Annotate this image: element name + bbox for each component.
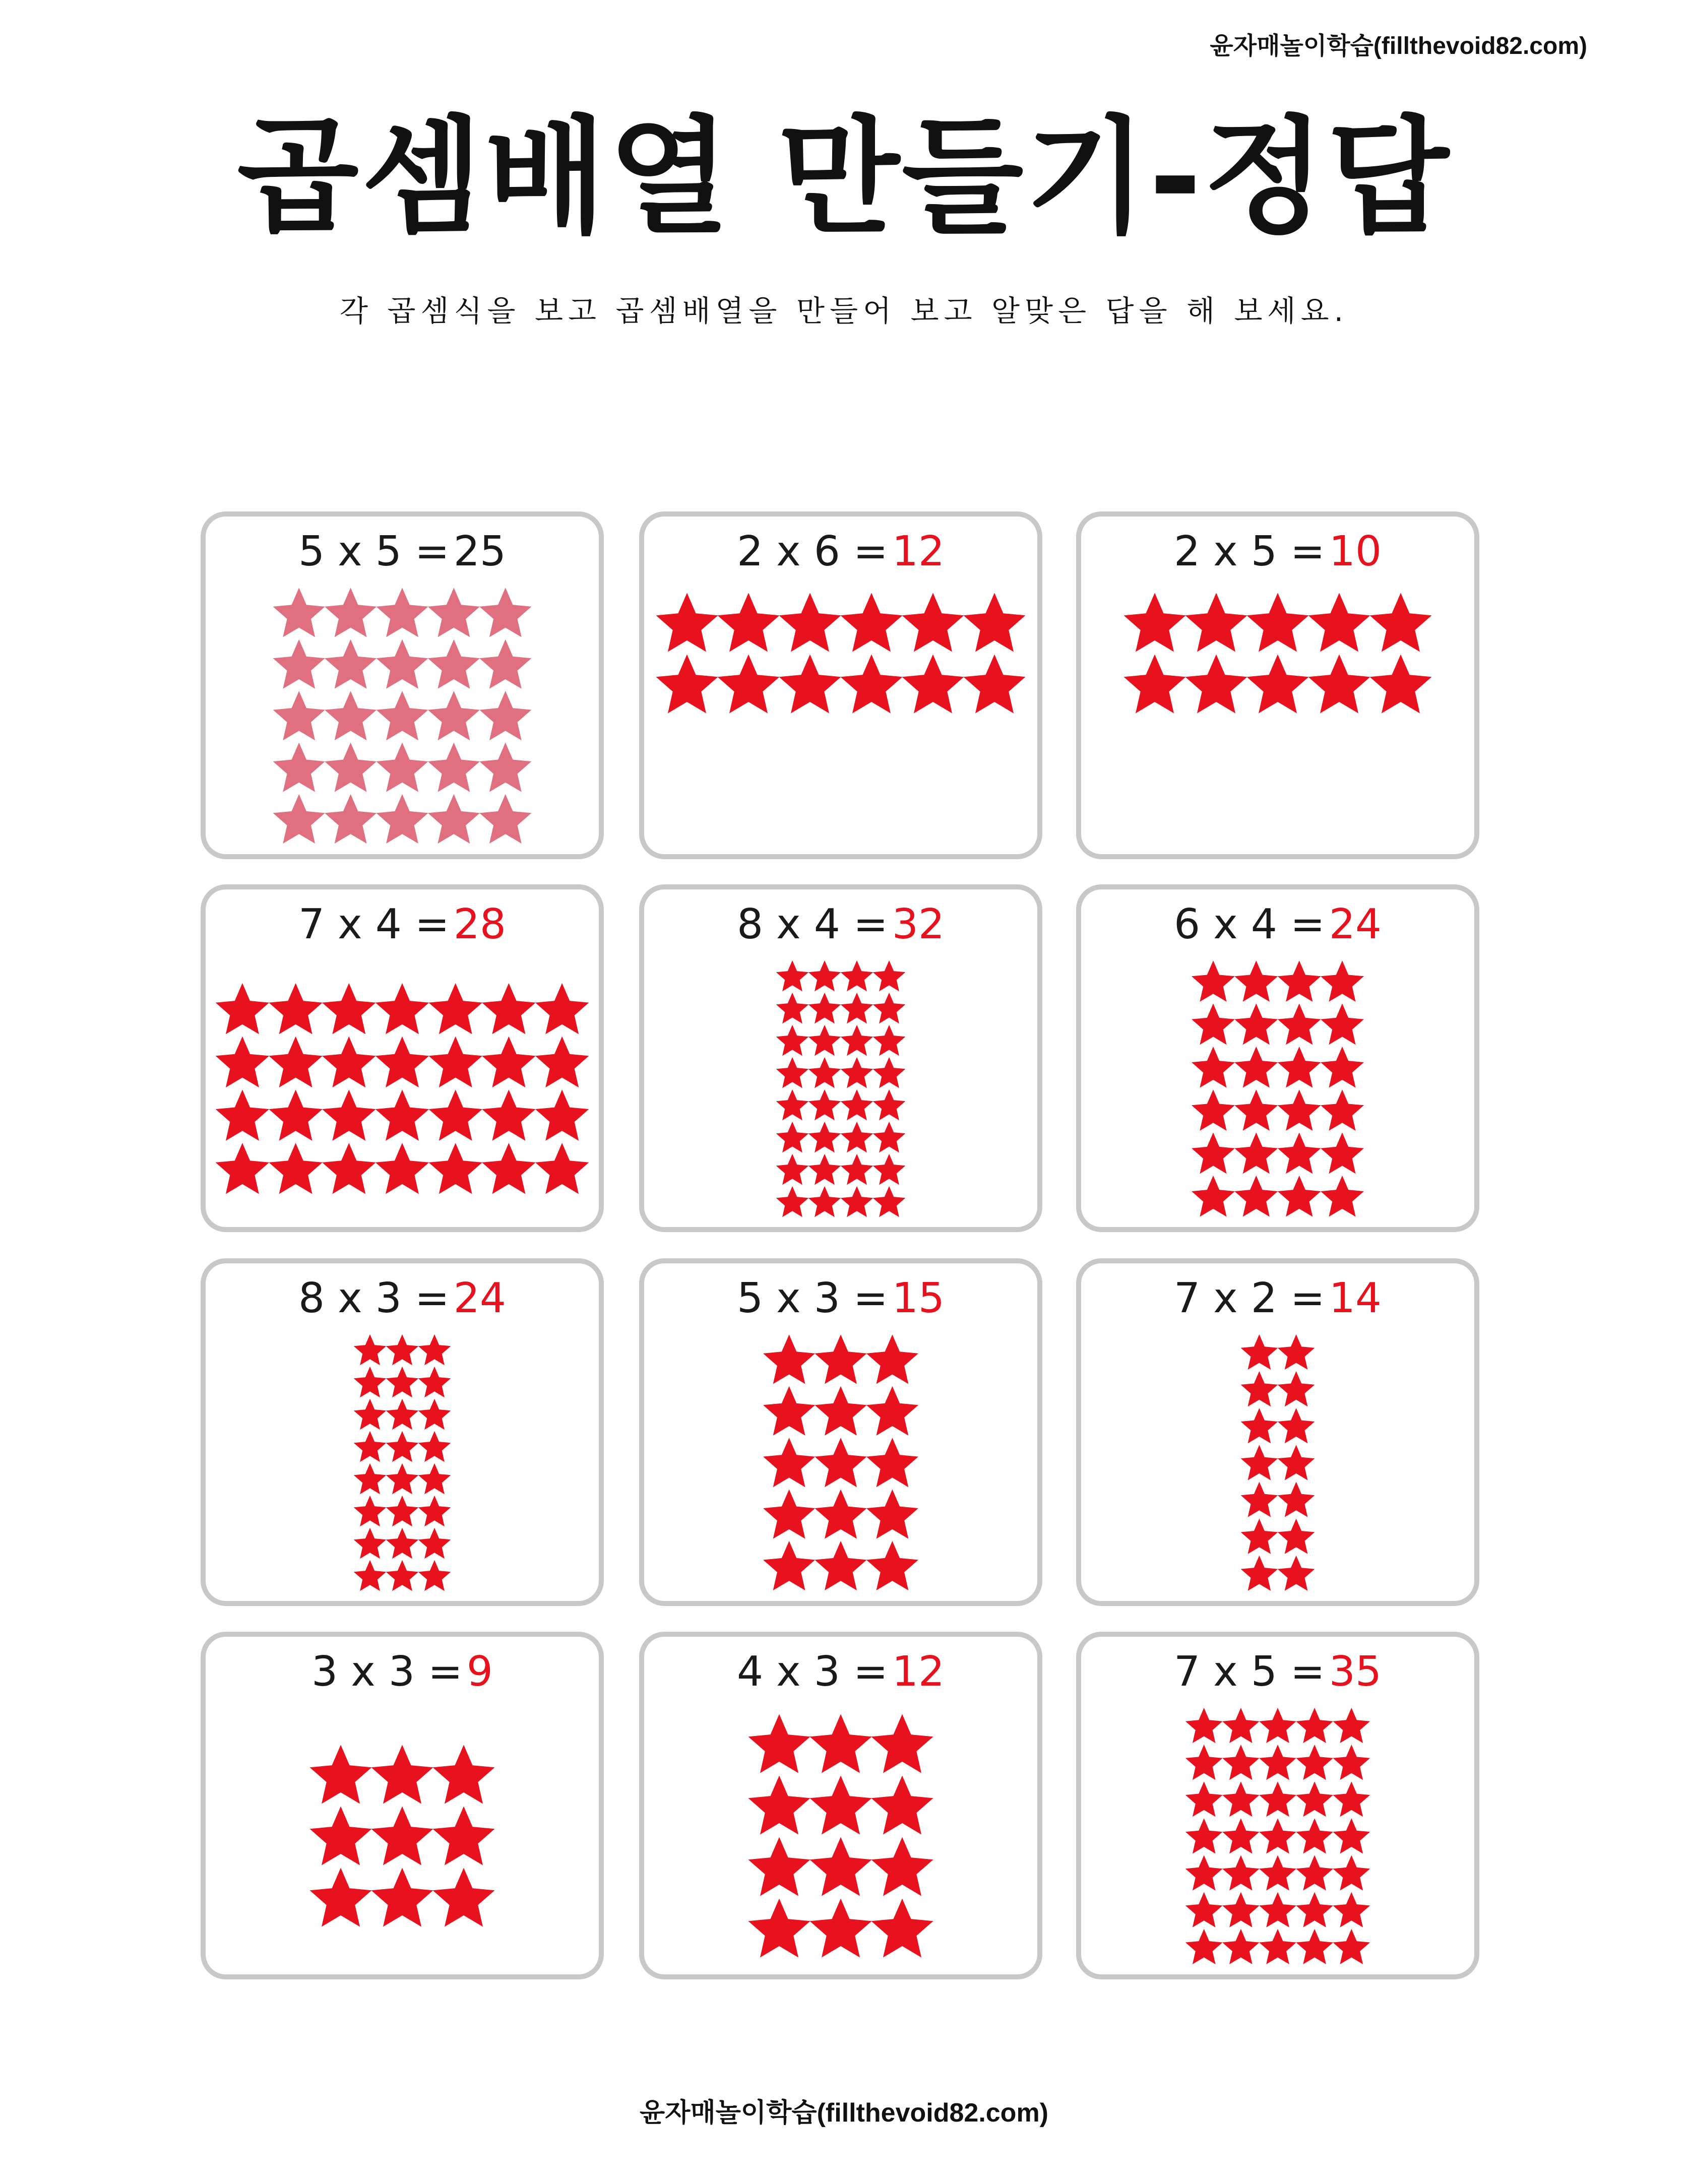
star [1234, 1047, 1278, 1088]
star [841, 1122, 873, 1152]
star [1241, 1408, 1278, 1443]
star [269, 1037, 323, 1087]
star [1278, 1482, 1315, 1517]
star [1296, 1745, 1333, 1780]
equation-expression: 4 x 3 = [736, 1648, 888, 1696]
star [873, 993, 906, 1023]
equation-answer: 14 [1329, 1274, 1382, 1322]
star-array [1081, 889, 1474, 1227]
star [428, 1037, 482, 1087]
multiplication-card [639, 884, 1042, 1232]
star [808, 960, 841, 991]
star [1308, 593, 1370, 652]
star [1333, 1892, 1370, 1928]
star [1259, 1855, 1296, 1891]
star [776, 1154, 809, 1185]
equation-expression: 7 x 5 = [1173, 1648, 1325, 1696]
star [428, 1089, 482, 1140]
star [1241, 1556, 1278, 1591]
star [873, 1089, 906, 1120]
star [1185, 593, 1247, 652]
star [418, 1496, 451, 1526]
star [325, 794, 377, 844]
star [871, 1837, 933, 1896]
star [810, 1837, 872, 1896]
star [1192, 1132, 1235, 1174]
star [1308, 655, 1370, 714]
star [1333, 1855, 1370, 1891]
star [386, 1528, 419, 1559]
star [1192, 1089, 1235, 1131]
star [841, 655, 903, 714]
star [873, 1154, 906, 1185]
star [1124, 593, 1186, 652]
star [1259, 1929, 1296, 1964]
star [322, 1037, 376, 1087]
equation-expression: 5 x 5 = [298, 528, 450, 575]
star [1278, 1519, 1315, 1554]
star [1124, 655, 1186, 714]
instruction-text: 각 곱셈식을 보고 곱셈배열을 만들어 보고 알맞은 답을 해 보세요. [339, 294, 1349, 328]
star [1185, 1892, 1223, 1928]
star [656, 655, 718, 714]
star [354, 1399, 387, 1430]
star [810, 1899, 872, 1958]
star [322, 1143, 376, 1194]
star [1321, 1089, 1364, 1131]
star [866, 1334, 918, 1384]
equation-expression: 5 x 3 = [736, 1274, 888, 1322]
star [325, 743, 377, 792]
star [841, 1025, 873, 1056]
star [1241, 1334, 1278, 1370]
star [1222, 1745, 1260, 1780]
star [428, 639, 480, 689]
equation-expression: 8 x 4 = [736, 901, 888, 948]
star [1185, 1855, 1223, 1891]
star [535, 1089, 589, 1140]
star [1234, 1003, 1278, 1045]
star [1296, 1708, 1333, 1743]
star [808, 1057, 841, 1088]
star [1222, 1818, 1260, 1853]
star [873, 1186, 906, 1217]
star [808, 1154, 841, 1185]
star [428, 588, 480, 637]
star-array [1081, 1637, 1474, 1974]
star [376, 1037, 429, 1087]
star [418, 1431, 451, 1462]
footer-credit: 윤자매놀이학습(fillthevoid82.com) [639, 2098, 1049, 2128]
star [1192, 1047, 1235, 1088]
multiplication-card [201, 511, 604, 859]
star [354, 1560, 387, 1591]
star [376, 691, 428, 740]
equation-expression: 3 x 3 = [311, 1648, 463, 1696]
star [763, 1541, 815, 1590]
star [776, 960, 809, 991]
star [479, 794, 531, 844]
equation-expression: 8 x 3 = [298, 1274, 450, 1322]
star [1333, 1781, 1370, 1817]
star [841, 593, 903, 652]
star [1185, 1708, 1223, 1743]
star [428, 794, 480, 844]
star [354, 1367, 387, 1397]
star [354, 1496, 387, 1526]
star [482, 1037, 536, 1087]
star [273, 691, 325, 740]
star-array [206, 1637, 599, 1974]
star [386, 1367, 419, 1397]
equation-answer: 24 [453, 1274, 507, 1322]
star [269, 1089, 323, 1140]
star [386, 1463, 419, 1494]
star [873, 960, 906, 991]
star [354, 1334, 387, 1365]
star [808, 1122, 841, 1152]
star-array [1081, 517, 1474, 854]
star [1241, 1519, 1278, 1554]
star [841, 993, 873, 1023]
star [322, 983, 376, 1034]
star [1278, 1132, 1321, 1174]
star [371, 1807, 433, 1866]
star [808, 1089, 841, 1120]
star [376, 588, 428, 637]
star [1259, 1745, 1296, 1780]
star [1234, 1089, 1278, 1131]
star [376, 639, 428, 689]
star [871, 1776, 933, 1835]
star [1278, 1089, 1321, 1131]
star [325, 639, 377, 689]
star [310, 1868, 372, 1927]
equation-expression: 6 x 4 = [1173, 901, 1325, 948]
star [1222, 1892, 1260, 1928]
star [748, 1837, 810, 1896]
star [1192, 1176, 1235, 1217]
star [354, 1528, 387, 1559]
star [1222, 1855, 1260, 1891]
star [776, 1089, 809, 1120]
star [216, 1037, 269, 1087]
star [776, 993, 809, 1023]
star [482, 983, 536, 1034]
star [1321, 1047, 1364, 1088]
equation-answer: 15 [892, 1274, 945, 1322]
star [763, 1438, 815, 1487]
star [535, 1037, 589, 1087]
equation-answer: 28 [453, 901, 507, 948]
star [656, 593, 718, 652]
star [216, 1143, 269, 1194]
star [866, 1541, 918, 1590]
equation-expression: 2 x 5 = [1173, 528, 1325, 575]
star [479, 588, 531, 637]
star [866, 1386, 918, 1436]
multiplication-card [1076, 1632, 1479, 1979]
equation-answer: 32 [892, 901, 945, 948]
star [1185, 1929, 1223, 1964]
star [748, 1899, 810, 1958]
star [376, 983, 429, 1034]
star [479, 743, 531, 792]
star [902, 655, 964, 714]
star [386, 1334, 419, 1365]
star [810, 1776, 872, 1835]
star [841, 1057, 873, 1088]
star-array [206, 517, 599, 854]
star [866, 1438, 918, 1487]
star [964, 593, 1026, 652]
equation-expression: 2 x 6 = [736, 528, 888, 575]
star [1278, 1334, 1315, 1370]
star [1321, 1132, 1364, 1174]
star [535, 983, 589, 1034]
star [815, 1334, 866, 1384]
site-watermark: 윤자매놀이학습(fillthevoid82.com) [1210, 33, 1587, 59]
star [1333, 1929, 1370, 1964]
star [1296, 1818, 1333, 1853]
star [902, 593, 964, 652]
star [1222, 1708, 1260, 1743]
star [482, 1143, 536, 1194]
star [1278, 1003, 1321, 1045]
star [273, 639, 325, 689]
star [763, 1334, 815, 1384]
star [1192, 960, 1235, 1002]
star [866, 1490, 918, 1539]
star [1234, 960, 1278, 1002]
star [269, 983, 323, 1034]
star [216, 1089, 269, 1140]
page-title: 곱셈배열 만들기-정답 [237, 104, 1451, 250]
star [815, 1386, 866, 1436]
star [1259, 1892, 1296, 1928]
star [841, 960, 873, 991]
star [763, 1386, 815, 1436]
star [1278, 1176, 1321, 1217]
multiplication-card [201, 884, 604, 1232]
equation-answer: 12 [892, 528, 945, 575]
star [808, 993, 841, 1023]
star [815, 1438, 866, 1487]
equation-expression: 7 x 2 = [1173, 1274, 1325, 1322]
star [810, 1714, 872, 1773]
star [1259, 1781, 1296, 1817]
multiplication-card [639, 1632, 1042, 1979]
star [1185, 1781, 1223, 1817]
star [1247, 655, 1309, 714]
star [371, 1745, 433, 1804]
star [428, 983, 482, 1034]
star [1278, 1371, 1315, 1406]
star [376, 743, 428, 792]
star [718, 593, 780, 652]
multiplication-card [1076, 884, 1479, 1232]
star [776, 1025, 809, 1056]
star [873, 1122, 906, 1152]
star-array [206, 889, 599, 1227]
star [1278, 1047, 1321, 1088]
star [1278, 1556, 1315, 1591]
multiplication-card [639, 511, 1042, 859]
star [273, 794, 325, 844]
star [354, 1431, 387, 1462]
star [776, 1122, 809, 1152]
star [1333, 1818, 1370, 1853]
star [1222, 1929, 1260, 1964]
star [535, 1143, 589, 1194]
star [269, 1143, 323, 1194]
star [1241, 1445, 1278, 1480]
star [1278, 1445, 1315, 1480]
equation-answer: 24 [1329, 901, 1382, 948]
star [841, 1154, 873, 1185]
star [482, 1089, 536, 1140]
star [376, 1143, 429, 1194]
equation-expression: 7 x 4 = [298, 901, 450, 948]
equation-answer: 12 [892, 1648, 945, 1696]
star [1321, 960, 1364, 1002]
multiplication-card [639, 1258, 1042, 1606]
star [779, 655, 841, 714]
star [322, 1089, 376, 1140]
star [433, 1745, 495, 1804]
star [325, 691, 377, 740]
star [815, 1541, 866, 1590]
star [418, 1399, 451, 1430]
multiplication-card [201, 1258, 604, 1606]
star [871, 1714, 933, 1773]
equation-answer: 9 [466, 1648, 493, 1696]
star [376, 1089, 429, 1140]
star [479, 639, 531, 689]
star [428, 1143, 482, 1194]
star [1185, 655, 1247, 714]
star [964, 655, 1026, 714]
star [1278, 1408, 1315, 1443]
star [779, 593, 841, 652]
star [1241, 1371, 1278, 1406]
star [1370, 593, 1432, 652]
star [1259, 1708, 1296, 1743]
star [371, 1868, 433, 1927]
star [1333, 1745, 1370, 1780]
star-array [644, 1637, 1037, 1974]
star [1234, 1176, 1278, 1217]
star [386, 1399, 419, 1430]
star [763, 1490, 815, 1539]
star [428, 691, 480, 740]
star [418, 1367, 451, 1397]
star [428, 743, 480, 792]
equation-answer: 35 [1329, 1648, 1382, 1696]
star [815, 1490, 866, 1539]
star [418, 1560, 451, 1591]
multiplication-card [1076, 511, 1479, 859]
star [418, 1463, 451, 1494]
star [1296, 1855, 1333, 1891]
star [841, 1186, 873, 1217]
star [1321, 1176, 1364, 1217]
star-array [644, 517, 1037, 854]
star [433, 1868, 495, 1927]
star [1333, 1708, 1370, 1743]
star [1370, 655, 1432, 714]
star [1185, 1818, 1223, 1853]
star [310, 1807, 372, 1866]
star [1234, 1132, 1278, 1174]
star [273, 588, 325, 637]
star [748, 1714, 810, 1773]
star-array [206, 1263, 599, 1601]
star [325, 588, 377, 637]
star [871, 1899, 933, 1958]
star [718, 655, 780, 714]
star [273, 743, 325, 792]
star [354, 1463, 387, 1494]
star [479, 691, 531, 740]
star [386, 1431, 419, 1462]
star [841, 1089, 873, 1120]
equation-answer: 10 [1329, 528, 1382, 575]
multiplication-card [201, 1632, 604, 1979]
star-array [644, 1263, 1037, 1601]
star [1185, 1745, 1223, 1780]
star [873, 1057, 906, 1088]
star [216, 983, 269, 1034]
star [1247, 593, 1309, 652]
star-array [1081, 1263, 1474, 1601]
star [1241, 1482, 1278, 1517]
star-array [644, 889, 1037, 1227]
multiplication-card [1076, 1258, 1479, 1606]
star [1222, 1781, 1260, 1817]
equation-answer: 25 [453, 528, 507, 575]
star [386, 1560, 419, 1591]
star [1296, 1929, 1333, 1964]
star [310, 1745, 372, 1804]
star [418, 1528, 451, 1559]
star [386, 1496, 419, 1526]
star [748, 1776, 810, 1835]
star [1296, 1781, 1333, 1817]
star [776, 1186, 809, 1217]
star [1278, 960, 1321, 1002]
star [1296, 1892, 1333, 1928]
star [1259, 1818, 1296, 1853]
star [433, 1807, 495, 1866]
star [873, 1025, 906, 1056]
star [418, 1334, 451, 1365]
star [1192, 1003, 1235, 1045]
star [376, 794, 428, 844]
star [1321, 1003, 1364, 1045]
star [776, 1057, 809, 1088]
star [808, 1025, 841, 1056]
star [808, 1186, 841, 1217]
